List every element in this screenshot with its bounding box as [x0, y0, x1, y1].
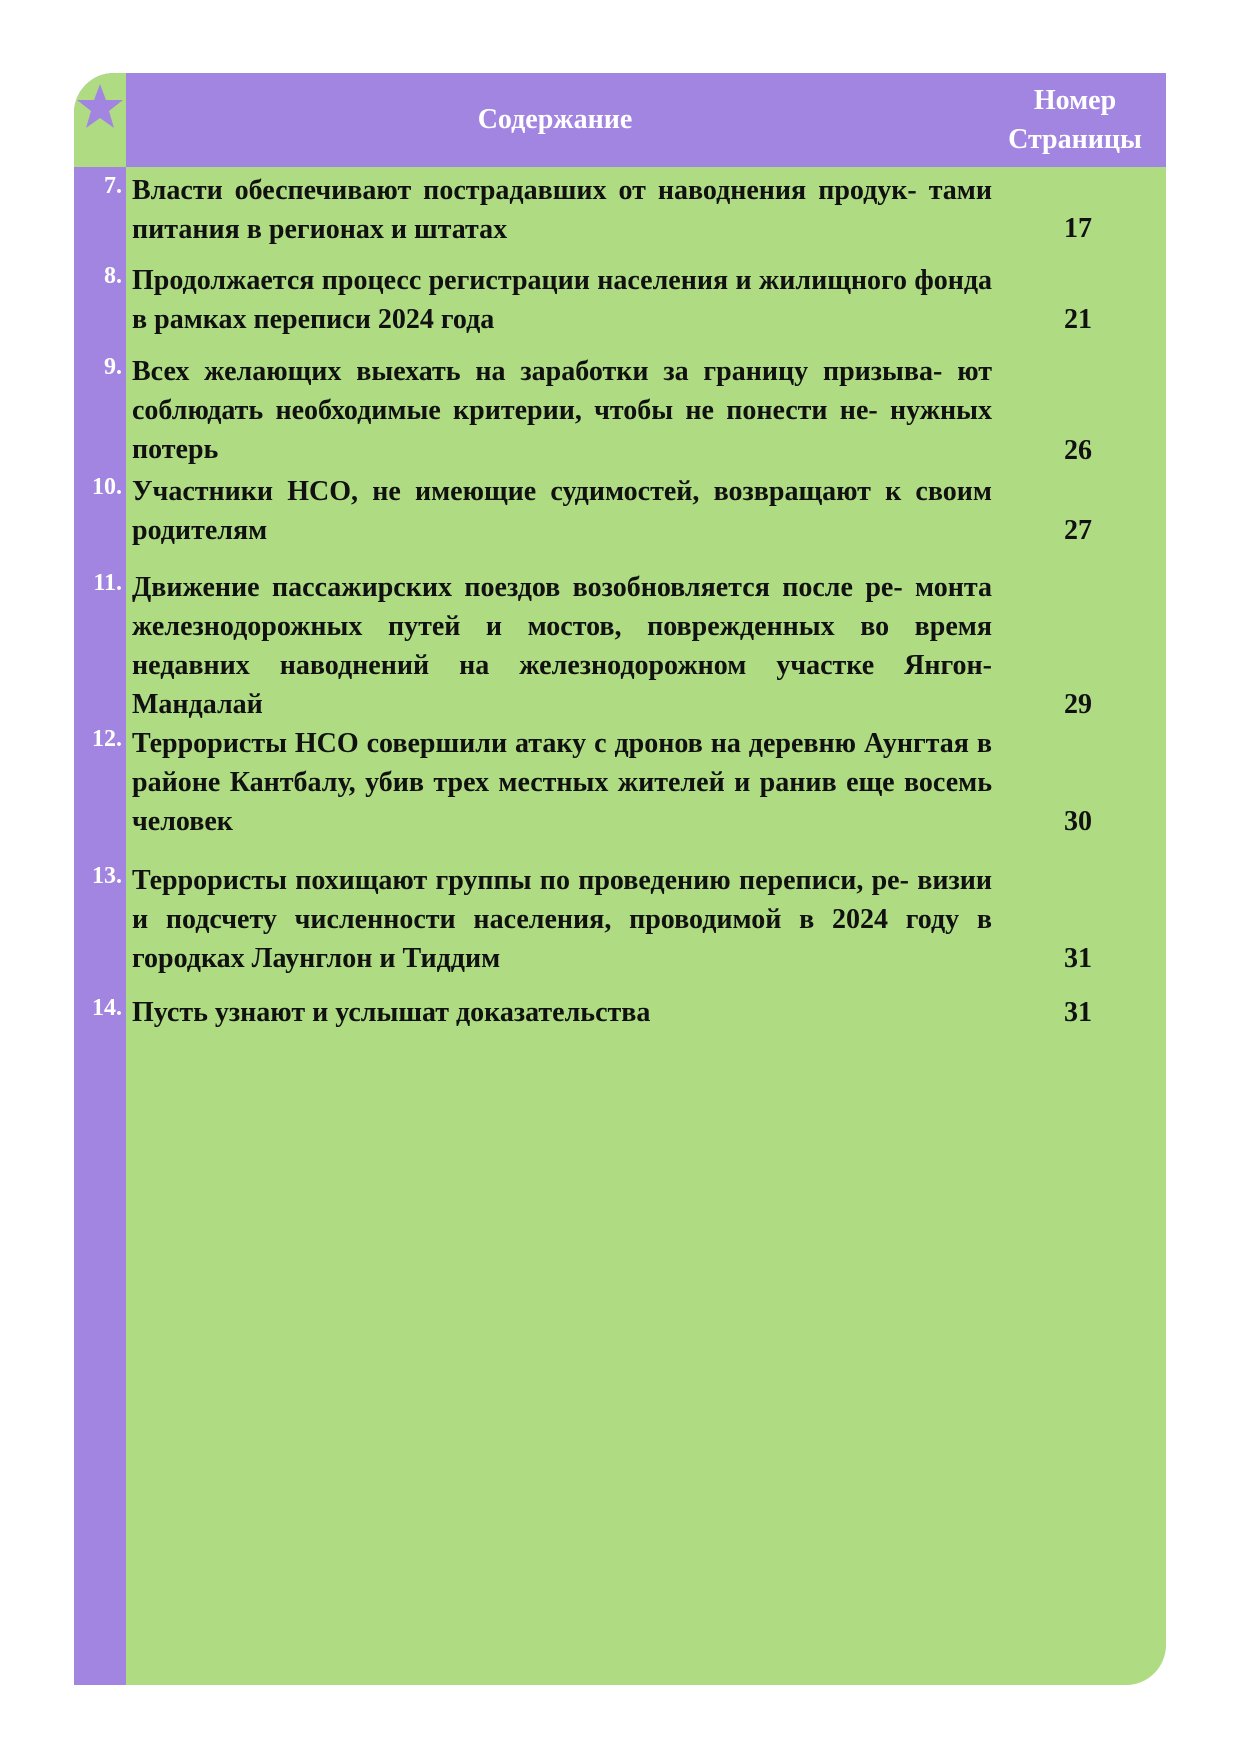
entry-title: Продолжается процесс регистрации населения и жилищного фонда в рамках переписи 2024 года — [132, 265, 992, 335]
entry-title: Участники НСО, не имеющие судимостей, возвращают к своим родителям — [132, 476, 992, 546]
entry-number: 8. — [104, 263, 122, 289]
entry-title: Власти обеспечивают пострадавших от наводнения продук- тами питания в регионах и штатах — [132, 175, 992, 245]
entry-number: 9. — [104, 354, 122, 380]
entry-page: 31 — [1064, 943, 1092, 974]
page-number-header — [984, 73, 1166, 167]
entry-number: 13. — [92, 863, 122, 889]
entry-page: 31 — [1064, 997, 1092, 1028]
entry-number: 10. — [92, 474, 122, 500]
entry-number: 14. — [92, 995, 122, 1021]
contents-panel — [74, 73, 1166, 1685]
entry-title: Террористы похищают группы по проведению переписи, ре- визии и подсчету численности населения, проводимой в 2024 году в городках Лаунглон и Тиддим — [132, 865, 992, 974]
entry-page: 21 — [1064, 304, 1092, 335]
entry-page: 26 — [1064, 435, 1092, 466]
entry-page: 27 — [1064, 515, 1092, 546]
entry-number: 7. — [104, 173, 122, 199]
entry-title: Террористы НСО совершили атаку с дронов на деревню Аунгтая в районе Кантбалу, убив трех местных жителей и ранив еще восемь человек — [132, 728, 992, 837]
entry-page: 29 — [1064, 689, 1092, 720]
entry-number: 11. — [93, 570, 122, 596]
entry-title: Всех желающих выехать на заработки за границу призыва- ют соблюдать необходимые критерии, чтобы не понести не- нужных потерь — [132, 356, 992, 465]
page-header-line-1: Номер — [1033, 85, 1117, 116]
contents-title: Содержание — [477, 104, 633, 135]
star-icon — [75, 82, 125, 132]
contents-header — [126, 73, 1166, 167]
entry-page: 17 — [1064, 213, 1092, 244]
entry-page: 30 — [1064, 806, 1092, 837]
entry-title: Пусть узнают и услышат доказательства — [132, 997, 651, 1028]
entry-number: 12. — [92, 726, 122, 752]
star-corner — [74, 73, 126, 167]
page-header-line-2: Страницы — [1008, 124, 1142, 155]
entry-title: Движение пассажирских поездов возобновляется после ре- монта железнодорожных путей и мостов, поврежденных во время недавних наводнений на железнодорожном участке Янгон-Мандалай — [132, 572, 992, 720]
